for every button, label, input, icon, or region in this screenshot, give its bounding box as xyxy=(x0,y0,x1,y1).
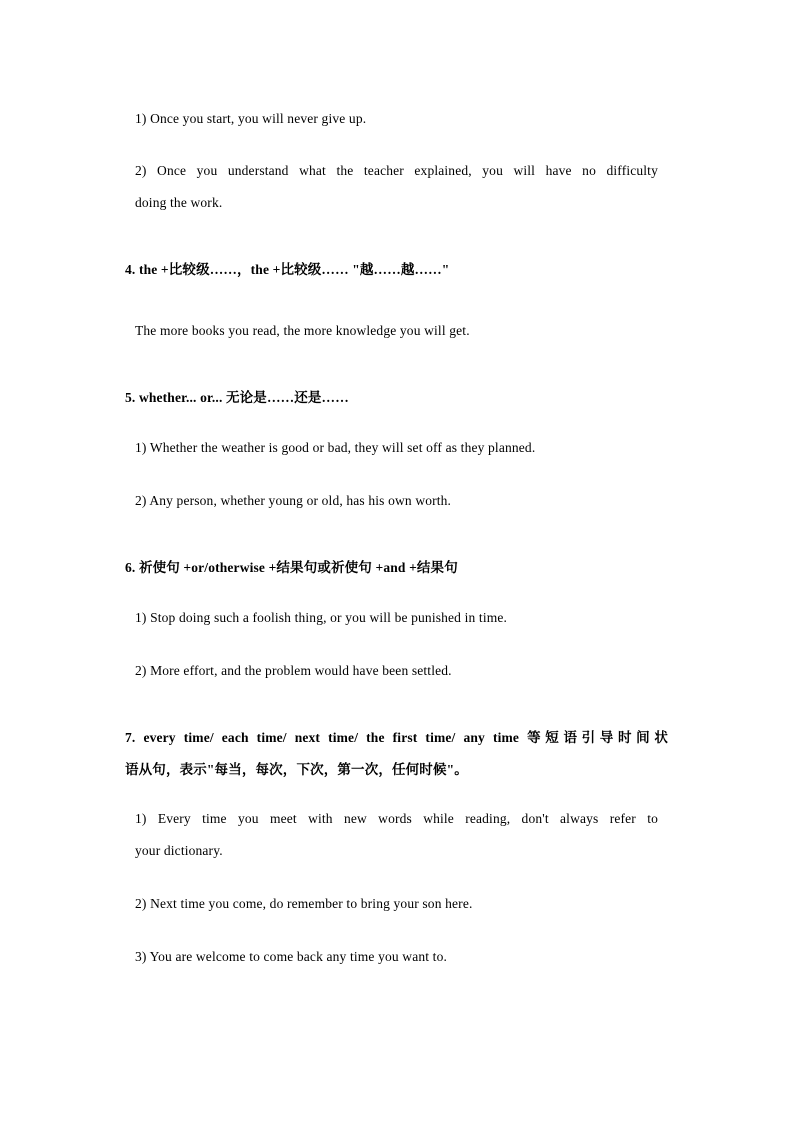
heading-4: 4. the +比较级……，the +比较级…… "越……越……" xyxy=(125,262,450,277)
example-once-1: 1) Once you start, you will never give up. xyxy=(135,111,367,126)
example-once-2: 2) Once you understand what the teacher explained, you will have no difficulty xyxy=(135,163,658,178)
example-the-more: The more books you read, the more knowledge you will get. xyxy=(135,323,470,338)
example-time-1-cont: your dictionary. xyxy=(135,843,223,858)
example-once-2-cont: doing the work. xyxy=(135,195,223,210)
example-imperative-1: 1) Stop doing such a foolish thing, or you will be punished in time. xyxy=(135,610,508,625)
heading-7-cont: 语从句，表示"每当，每次，下次，第一次，任何时候"。 xyxy=(125,762,468,777)
example-time-3: 3) You are welcome to come back any time you want to. xyxy=(135,949,447,964)
example-whether-1: 1) Whether the weather is good or bad, they will set off as they planned. xyxy=(135,440,536,455)
example-time-1: 1) Every time you meet with new words while reading, don't always refer to xyxy=(135,811,658,826)
example-whether-2: 2) Any person, whether young or old, has his own worth. xyxy=(135,493,452,508)
heading-7: 7. every time/ each time/ next time/ the first time/ any time 等短语引导时间状 xyxy=(125,730,668,745)
example-time-2: 2) Next time you come, do remember to bring your son here. xyxy=(135,896,473,911)
example-imperative-2: 2) More effort, and the problem would have been settled. xyxy=(135,663,452,678)
heading-5: 5. whether... or... 无论是……还是…… xyxy=(125,390,349,405)
heading-6: 6. 祈使句 +or/otherwise +结果句或祈使句 +and +结果句 xyxy=(125,560,458,575)
